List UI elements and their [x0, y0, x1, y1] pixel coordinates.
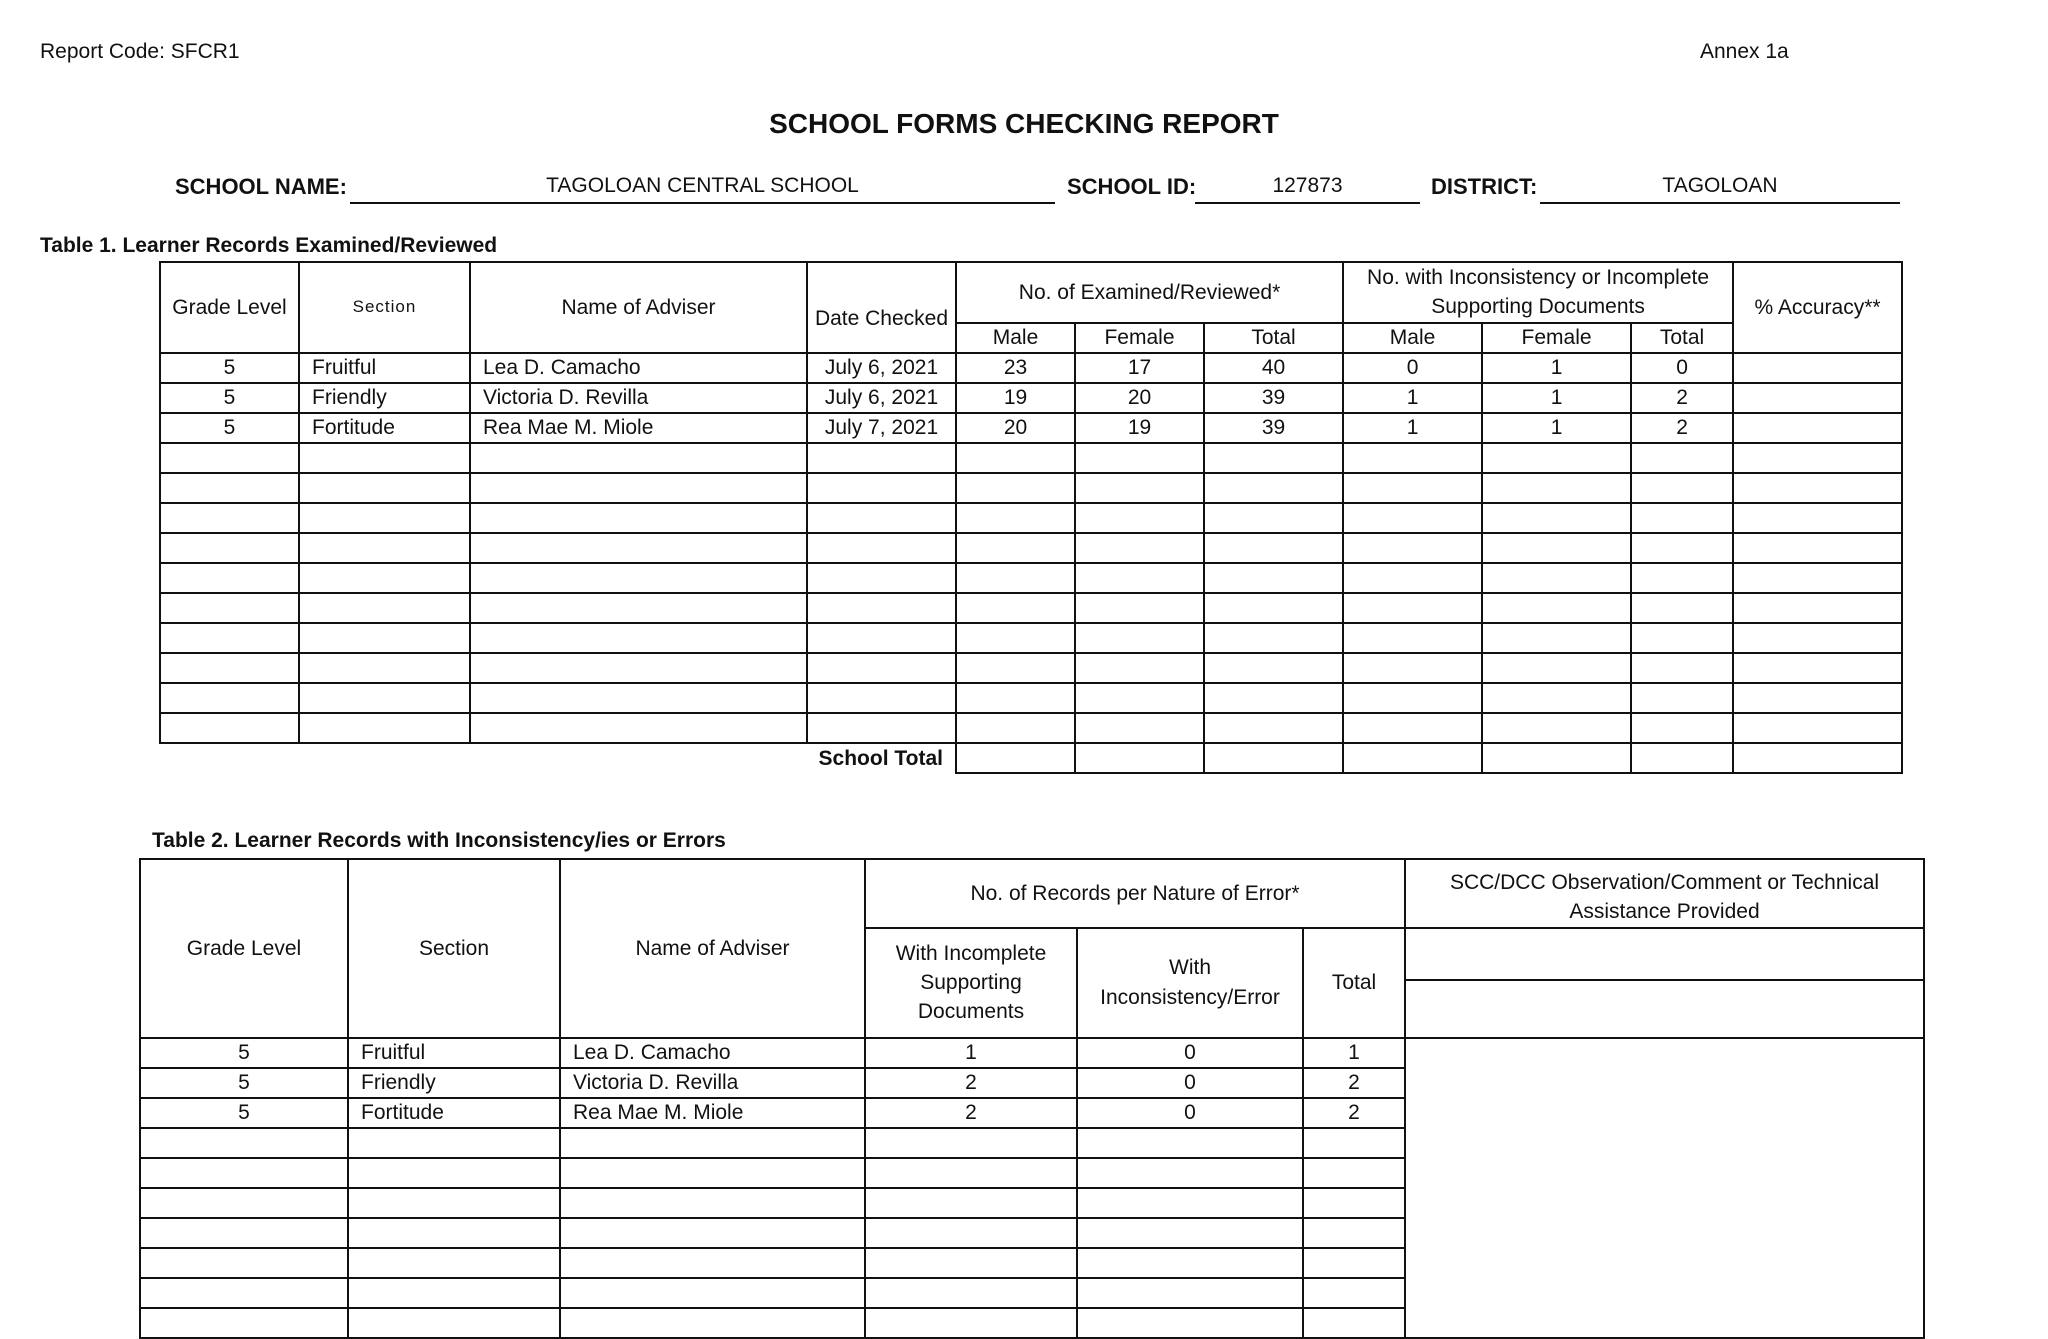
header-male: Male: [1343, 323, 1482, 353]
empty-cell: [865, 1128, 1077, 1158]
inconsistent-male-cell: 0: [1343, 353, 1482, 383]
examined-female-cell: 17: [1075, 353, 1204, 383]
empty-cell: [1482, 443, 1631, 473]
empty-cell: [1204, 443, 1343, 473]
empty-cell: [299, 653, 470, 683]
empty-cell: [1733, 473, 1902, 503]
header-grade-level: Grade Level: [160, 262, 299, 353]
examined-male-cell: 20: [956, 413, 1075, 443]
date-checked-cell: July 6, 2021: [807, 383, 956, 413]
empty-cell: [1204, 473, 1343, 503]
page-title: SCHOOL FORMS CHECKING REPORT: [769, 108, 1279, 139]
observation-blank-header: [1405, 928, 1924, 1038]
header-adviser: Name of Adviser: [560, 859, 865, 1038]
accuracy-cell: [1733, 383, 1902, 413]
header-grade-level: Grade Level: [140, 859, 348, 1038]
empty-cell: [140, 1188, 348, 1218]
header-female: Female: [1075, 323, 1204, 353]
inconsistency-error-cell: 0: [1077, 1068, 1303, 1098]
header-incomplete-docs: With Incomplete Supporting Documents: [865, 928, 1077, 1038]
empty-cell: [807, 653, 956, 683]
empty-cell: [807, 473, 956, 503]
empty-table-row: [160, 593, 1902, 623]
header-nature-of-error: No. of Records per Nature of Error*: [865, 859, 1405, 928]
adviser-cell: Rea Mae M. Miole: [560, 1098, 865, 1128]
empty-cell: [470, 563, 807, 593]
empty-cell: [140, 1128, 348, 1158]
empty-cell: [1733, 503, 1902, 533]
empty-cell: [956, 683, 1075, 713]
table-row: [160, 353, 1902, 383]
school-id-label: SCHOOL ID:: [1067, 174, 1197, 199]
inconsistency-error-cell: 0: [1077, 1098, 1303, 1128]
table-row: [160, 413, 1902, 443]
empty-table-row: [160, 713, 1902, 743]
adviser-cell: Lea D. Camacho: [560, 1038, 865, 1068]
empty-cell: [348, 1158, 560, 1188]
total-cell: 2: [1303, 1068, 1405, 1098]
empty-table-row: [160, 683, 1902, 713]
incomplete-docs-cell: 1: [865, 1038, 1077, 1068]
grade-level-cell: 5: [140, 1098, 348, 1128]
grade-level-cell: 5: [160, 413, 299, 443]
empty-cell: [956, 653, 1075, 683]
empty-cell: [470, 653, 807, 683]
empty-cell: [160, 653, 299, 683]
empty-cell: [865, 1188, 1077, 1218]
empty-cell: [1733, 653, 1902, 683]
empty-cell: [1343, 563, 1482, 593]
header-inconsistency-error: With Inconsistency/Error: [1077, 928, 1303, 1038]
empty-cell: [807, 623, 956, 653]
empty-cell: [160, 443, 299, 473]
examined-total-cell: 39: [1204, 383, 1343, 413]
empty-cell: [1343, 683, 1482, 713]
adviser-cell: Lea D. Camacho: [470, 353, 807, 383]
school-total-label: School Total: [818, 746, 943, 770]
empty-cell: [1204, 503, 1343, 533]
empty-cell: [1343, 533, 1482, 563]
empty-cell: [1204, 593, 1343, 623]
empty-cell: [140, 1278, 348, 1308]
school-id-value: 127873: [1195, 174, 1420, 204]
school-name-label: SCHOOL NAME:: [175, 174, 347, 199]
empty-cell: [299, 713, 470, 743]
header-female: Female: [1482, 323, 1631, 353]
empty-cell: [1075, 533, 1204, 563]
total-cell: 1: [1303, 1038, 1405, 1068]
empty-cell: [1075, 713, 1204, 743]
empty-table-row: [160, 443, 1902, 473]
empty-cell: [299, 473, 470, 503]
empty-cell: [1343, 593, 1482, 623]
header-adviser: Name of Adviser: [470, 262, 807, 353]
empty-cell: [160, 593, 299, 623]
empty-cell: [560, 1158, 865, 1188]
empty-cell: [865, 1308, 1077, 1338]
section-cell: Fortitude: [348, 1098, 560, 1128]
empty-cell: [1733, 683, 1902, 713]
empty-cell: [1077, 1218, 1303, 1248]
empty-cell: [1733, 593, 1902, 623]
school-total-cell: [1482, 743, 1631, 773]
examined-male-cell: 19: [956, 383, 1075, 413]
empty-cell: [470, 533, 807, 563]
empty-cell: [1303, 1158, 1405, 1188]
empty-cell: [1075, 683, 1204, 713]
header-total: Total: [1631, 323, 1733, 353]
empty-cell: [1303, 1218, 1405, 1248]
empty-cell: [1631, 653, 1733, 683]
empty-cell: [299, 533, 470, 563]
header-total: Total: [1204, 323, 1343, 353]
section-cell: Fortitude: [299, 413, 470, 443]
empty-cell: [1075, 503, 1204, 533]
empty-cell: [1077, 1308, 1303, 1338]
empty-cell: [1075, 623, 1204, 653]
table1-caption: Table 1. Learner Records Examined/Reviewed: [40, 234, 498, 257]
school-total-cell: [1631, 743, 1733, 773]
empty-cell: [1075, 473, 1204, 503]
empty-cell: [1482, 473, 1631, 503]
header-accuracy: % Accuracy**: [1733, 262, 1902, 353]
empty-cell: [956, 473, 1075, 503]
grade-level-cell: 5: [160, 353, 299, 383]
empty-cell: [1075, 443, 1204, 473]
empty-cell: [140, 1218, 348, 1248]
adviser-cell: Victoria D. Revilla: [470, 383, 807, 413]
empty-cell: [1204, 623, 1343, 653]
section-cell: Fruitful: [299, 353, 470, 383]
empty-cell: [1733, 533, 1902, 563]
empty-cell: [299, 503, 470, 533]
empty-cell: [160, 713, 299, 743]
empty-cell: [160, 533, 299, 563]
empty-cell: [140, 1308, 348, 1338]
empty-cell: [1482, 593, 1631, 623]
empty-table-row: [160, 533, 1902, 563]
table-row: [160, 383, 1902, 413]
inconsistent-total-cell: 2: [1631, 383, 1733, 413]
incomplete-docs-cell: 2: [865, 1068, 1077, 1098]
empty-cell: [807, 683, 956, 713]
empty-cell: [1631, 593, 1733, 623]
empty-cell: [956, 593, 1075, 623]
empty-cell: [470, 713, 807, 743]
empty-cell: [348, 1308, 560, 1338]
empty-cell: [1733, 623, 1902, 653]
examined-female-cell: 20: [1075, 383, 1204, 413]
header-section: Section: [348, 859, 560, 1038]
learner-records-examined-table: [159, 261, 1903, 774]
empty-cell: [470, 503, 807, 533]
empty-cell: [1631, 503, 1733, 533]
inconsistent-total-cell: 2: [1631, 413, 1733, 443]
empty-cell: [865, 1158, 1077, 1188]
empty-cell: [299, 683, 470, 713]
empty-cell: [1631, 473, 1733, 503]
school-total-cell: [1733, 743, 1902, 773]
empty-cell: [560, 1308, 865, 1338]
empty-cell: [1077, 1128, 1303, 1158]
empty-cell: [160, 683, 299, 713]
total-cell: 2: [1303, 1098, 1405, 1128]
empty-cell: [1075, 593, 1204, 623]
empty-cell: [348, 1218, 560, 1248]
empty-cell: [1303, 1128, 1405, 1158]
grade-level-cell: 5: [140, 1068, 348, 1098]
header-date-checked: Date Checked: [807, 262, 956, 353]
empty-cell: [807, 503, 956, 533]
header-section: Section: [299, 262, 470, 353]
empty-table-row: [160, 503, 1902, 533]
empty-cell: [1482, 503, 1631, 533]
empty-cell: [865, 1278, 1077, 1308]
school-total-cell: [1204, 743, 1343, 773]
observation-comment-area: [1405, 1038, 1924, 1338]
adviser-cell: Rea Mae M. Miole: [470, 413, 807, 443]
empty-cell: [956, 533, 1075, 563]
empty-cell: [1204, 713, 1343, 743]
grade-level-cell: 5: [140, 1038, 348, 1068]
section-cell: Friendly: [348, 1068, 560, 1098]
empty-cell: [1631, 563, 1733, 593]
empty-cell: [1077, 1158, 1303, 1188]
empty-cell: [1343, 713, 1482, 743]
empty-cell: [560, 1128, 865, 1158]
empty-cell: [470, 443, 807, 473]
empty-cell: [1075, 653, 1204, 683]
empty-cell: [348, 1188, 560, 1218]
empty-cell: [470, 683, 807, 713]
empty-cell: [956, 563, 1075, 593]
empty-cell: [1204, 683, 1343, 713]
empty-cell: [1733, 563, 1902, 593]
empty-cell: [1343, 473, 1482, 503]
empty-cell: [1631, 443, 1733, 473]
empty-cell: [1631, 533, 1733, 563]
empty-cell: [807, 443, 956, 473]
empty-cell: [1204, 563, 1343, 593]
district-label: DISTRICT:: [1431, 174, 1538, 199]
empty-cell: [1631, 623, 1733, 653]
empty-cell: [1482, 623, 1631, 653]
inconsistent-total-cell: 0: [1631, 353, 1733, 383]
empty-cell: [560, 1188, 865, 1218]
empty-cell: [470, 473, 807, 503]
empty-cell: [1482, 683, 1631, 713]
examined-female-cell: 19: [1075, 413, 1204, 443]
empty-cell: [299, 623, 470, 653]
empty-cell: [560, 1248, 865, 1278]
empty-cell: [1204, 653, 1343, 683]
empty-cell: [348, 1128, 560, 1158]
empty-cell: [956, 443, 1075, 473]
empty-cell: [807, 563, 956, 593]
empty-cell: [807, 533, 956, 563]
adviser-cell: Victoria D. Revilla: [560, 1068, 865, 1098]
empty-cell: [299, 593, 470, 623]
examined-total-cell: 39: [1204, 413, 1343, 443]
empty-cell: [160, 473, 299, 503]
empty-cell: [1343, 443, 1482, 473]
empty-table-row: [160, 653, 1902, 683]
incomplete-docs-cell: 2: [865, 1098, 1077, 1128]
report-code: Report Code: SFCR1: [40, 40, 240, 63]
empty-cell: [299, 563, 470, 593]
empty-cell: [865, 1248, 1077, 1278]
empty-cell: [160, 623, 299, 653]
examined-male-cell: 23: [956, 353, 1075, 383]
school-name-value: TAGOLOAN CENTRAL SCHOOL: [350, 174, 1055, 204]
date-checked-cell: July 6, 2021: [807, 353, 956, 383]
empty-cell: [1303, 1188, 1405, 1218]
school-total-cell: [1343, 743, 1482, 773]
district-value: TAGOLOAN: [1540, 174, 1900, 204]
empty-cell: [956, 503, 1075, 533]
empty-cell: [1303, 1248, 1405, 1278]
empty-cell: [1303, 1278, 1405, 1308]
empty-cell: [160, 503, 299, 533]
header-examined: No. of Examined/Reviewed*: [956, 262, 1343, 323]
empty-cell: [560, 1278, 865, 1308]
empty-cell: [560, 1218, 865, 1248]
empty-cell: [140, 1158, 348, 1188]
inconsistent-male-cell: 1: [1343, 413, 1482, 443]
empty-cell: [865, 1218, 1077, 1248]
empty-cell: [1075, 563, 1204, 593]
empty-cell: [1482, 563, 1631, 593]
header-total: Total: [1303, 928, 1405, 1038]
inconsistent-female-cell: 1: [1482, 413, 1631, 443]
empty-table-row: [160, 473, 1902, 503]
empty-cell: [807, 593, 956, 623]
empty-cell: [1303, 1308, 1405, 1338]
empty-cell: [1343, 623, 1482, 653]
empty-cell: [1204, 533, 1343, 563]
annex-label: Annex 1a: [1700, 40, 1789, 63]
empty-cell: [140, 1248, 348, 1278]
header-observation: SCC/DCC Observation/Comment or Technical Assistance Provided: [1405, 859, 1924, 928]
header-inconsistency: No. with Inconsistency or Incomplete Supporting Documents: [1343, 262, 1733, 323]
inconsistent-female-cell: 1: [1482, 353, 1631, 383]
accuracy-cell: [1733, 353, 1902, 383]
table2-caption: Table 2. Learner Records with Inconsistency/ies or Errors: [152, 829, 726, 852]
empty-cell: [348, 1278, 560, 1308]
learner-records-errors-table: [139, 858, 1925, 1339]
inconsistent-female-cell: 1: [1482, 383, 1631, 413]
section-cell: Fruitful: [348, 1038, 560, 1068]
empty-cell: [1733, 713, 1902, 743]
inconsistency-error-cell: 0: [1077, 1038, 1303, 1068]
empty-cell: [348, 1248, 560, 1278]
empty-cell: [807, 713, 956, 743]
school-total-cell: [956, 743, 1075, 773]
empty-cell: [1482, 653, 1631, 683]
accuracy-cell: [1733, 413, 1902, 443]
empty-cell: [470, 623, 807, 653]
empty-cell: [1482, 533, 1631, 563]
table-row: [140, 1038, 1924, 1068]
school-total-cell: [1075, 743, 1204, 773]
section-cell: Friendly: [299, 383, 470, 413]
empty-cell: [1077, 1188, 1303, 1218]
empty-cell: [1077, 1248, 1303, 1278]
empty-cell: [1631, 713, 1733, 743]
empty-cell: [299, 443, 470, 473]
empty-cell: [1482, 713, 1631, 743]
empty-cell: [1631, 683, 1733, 713]
empty-cell: [1343, 503, 1482, 533]
empty-table-row: [160, 563, 1902, 593]
empty-cell: [160, 563, 299, 593]
header-male: Male: [956, 323, 1075, 353]
empty-cell: [1343, 653, 1482, 683]
date-checked-cell: July 7, 2021: [807, 413, 956, 443]
inconsistent-male-cell: 1: [1343, 383, 1482, 413]
empty-cell: [1077, 1278, 1303, 1308]
empty-cell: [956, 623, 1075, 653]
empty-table-row: [160, 623, 1902, 653]
empty-cell: [470, 593, 807, 623]
empty-cell: [1733, 443, 1902, 473]
grade-level-cell: 5: [160, 383, 299, 413]
empty-cell: [956, 713, 1075, 743]
examined-total-cell: 40: [1204, 353, 1343, 383]
